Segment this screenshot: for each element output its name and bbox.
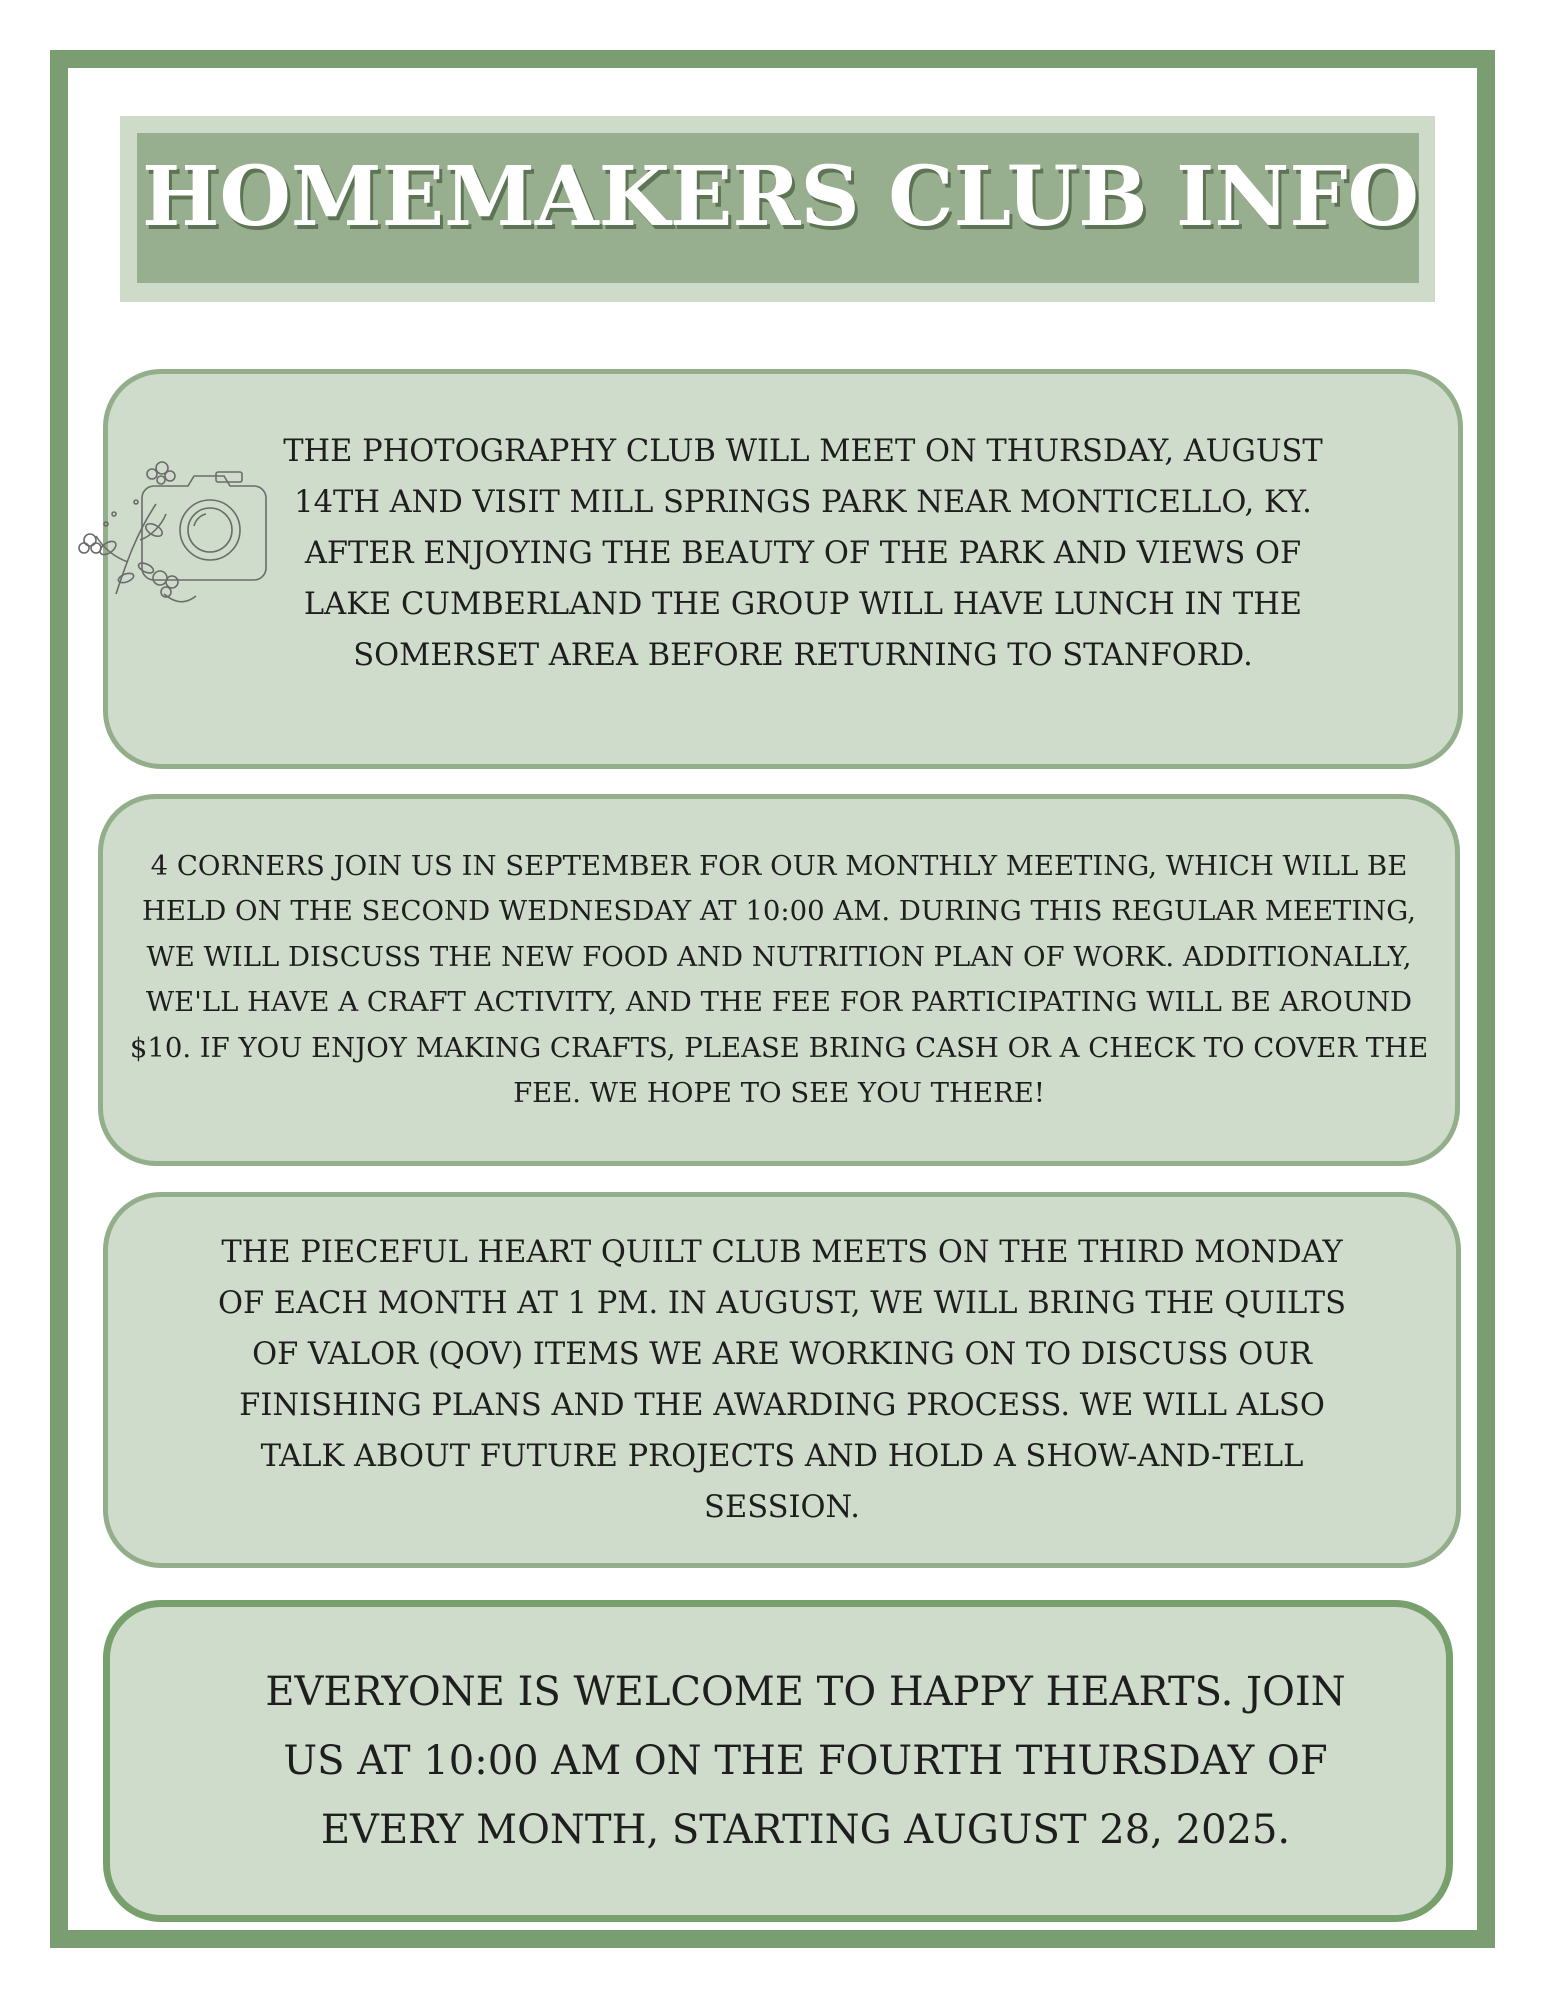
quilt-club-text: THE PIECEFUL HEART QUILT CLUB MEETS ON THE THIRD MONDAY OF EACH MONTH AT 1 PM. IN AUGUST, WE WILL BRING THE QUILTS OF VALOR (QOV) ITEMS WE ARE WORKING ON TO DISCUSS OUR FINISHING PLANS AND THE AWARDING PROCESS. WE WILL ALSO TALK ABOUT FUTURE PROJECTS AND HOLD A SHOW-AND-TELL SESSION. xyxy=(217,1235,1347,1525)
camera-flowers-icon xyxy=(66,444,286,614)
happy-hearts-text: EVERYONE IS WELCOME TO HAPPY HEARTS. JOIN US AT 10:00 AM ON THE FOURTH THURSDAY OF EVERY MONTH, STARTING AUGUST 28, 2025. xyxy=(265,1668,1346,1853)
happy-hearts-section xyxy=(103,1600,1453,1922)
photography-club-section xyxy=(103,369,1463,769)
page-title: HOMEMAKERS CLUB INFO xyxy=(142,149,1420,245)
quilt-club-section xyxy=(103,1192,1461,1568)
photography-club-text: THE PHOTOGRAPHY CLUB WILL MEET ON THURSDAY, AUGUST 14TH AND VISIT MILL SPRINGS PARK NEAR MONTICELLO, KY. AFTER ENJOYING THE BEAUTY OF THE PARK AND VIEWS OF LAKE CUMBERLAND THE GROUP WILL HAVE LUNCH IN THE SOMERSET AREA BEFORE RETURNING TO STANFORD. xyxy=(283,434,1323,673)
four-corners-text: 4 CORNERS JOIN US IN SEPTEMBER FOR OUR MONTHLY MEETING, WHICH WILL BE HELD ON THE SECOND WEDNESDAY AT 10:00 AM. DURING THIS REGULAR MEETING, WE WILL DISCUSS THE NEW FOOD AND NUTRITION PLAN OF WORK. ADDITIONALLY, WE'LL HAVE A CRAFT ACTIVITY, AND THE FEE FOR PARTICIPATING WILL BE AROUND $10. IF YOU ENJOY MAKING CRAFTS, PLEASE BRING CASH OR A CHECK TO COVER THE FEE. WE HOPE TO SEE YOU THERE! xyxy=(129,849,1429,1109)
four-corners-section xyxy=(98,794,1460,1166)
